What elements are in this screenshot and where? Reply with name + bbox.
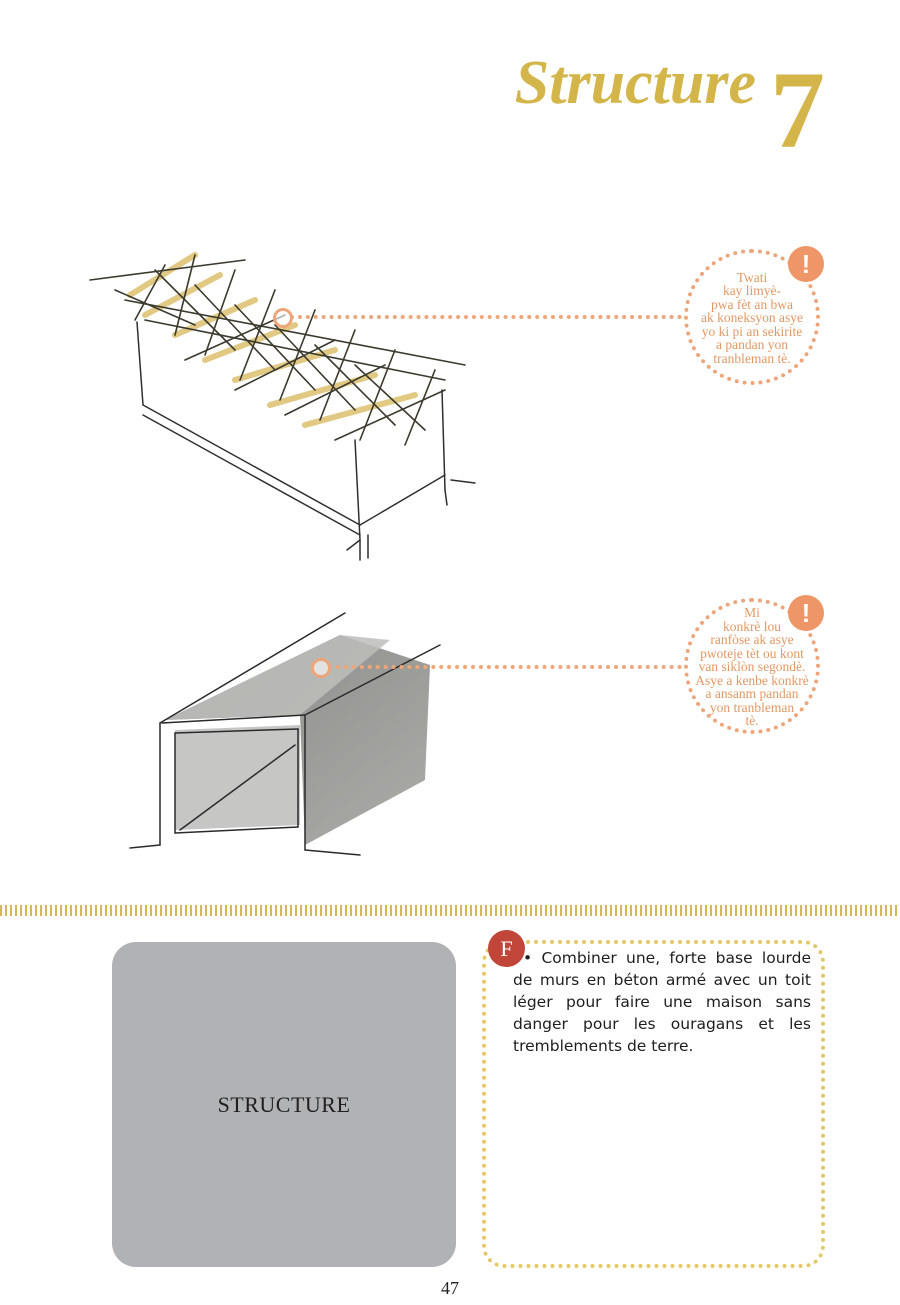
callout-line: van siklòn segondè.	[698, 659, 806, 675]
callout-line: ranfòse ak asye	[710, 632, 794, 648]
callout-line: a ansanm pandan	[705, 686, 799, 702]
callout-line: ak koneksyon asye	[701, 310, 803, 326]
french-note-text: • Combiner une, forte base lourde de murs en béton armé avec un toit léger pour faire une maison sans danger pour les ouragans et les tremblements de terre.	[513, 949, 811, 1055]
callout-leader-line	[290, 315, 682, 319]
callout-line: yo ki pi an sekirite	[701, 323, 803, 339]
callout-line: kay limyè-	[722, 283, 782, 299]
callout-line: pwa fèt an bwa	[710, 296, 794, 312]
callout-line: a pandan yon	[716, 337, 788, 353]
warning-icon: !	[788, 595, 824, 631]
warning-icon: !	[788, 246, 824, 282]
callout-line: tè.	[745, 713, 759, 729]
section-divider	[0, 905, 900, 916]
callout-line: Twati	[736, 269, 768, 285]
concrete-wall-illustration	[120, 605, 450, 865]
french-language-badge: F	[488, 930, 525, 967]
callout-line: Mi	[744, 605, 760, 621]
callout-leader-line	[328, 665, 682, 669]
callout-line: Asye a kenbe konkrè	[695, 672, 809, 688]
callout-line: pwoteje tèt ou kont	[700, 645, 804, 661]
chapter-title: Structure	[514, 49, 756, 117]
structure-panel-label: STRUCTURE	[217, 1091, 351, 1117]
callout-line: yon tranbleman	[709, 699, 795, 715]
callout-line: tranbleman tè.	[713, 350, 791, 366]
callout-marker	[273, 308, 293, 328]
chapter-number: 7	[770, 49, 825, 171]
structure-panel	[112, 942, 456, 1267]
callout-marker	[311, 658, 331, 678]
roof-truss-illustration	[85, 240, 485, 570]
callout-line: konkrè lou	[722, 618, 782, 634]
page-number: 47	[441, 1278, 459, 1298]
roof-callout-text	[690, 271, 814, 366]
